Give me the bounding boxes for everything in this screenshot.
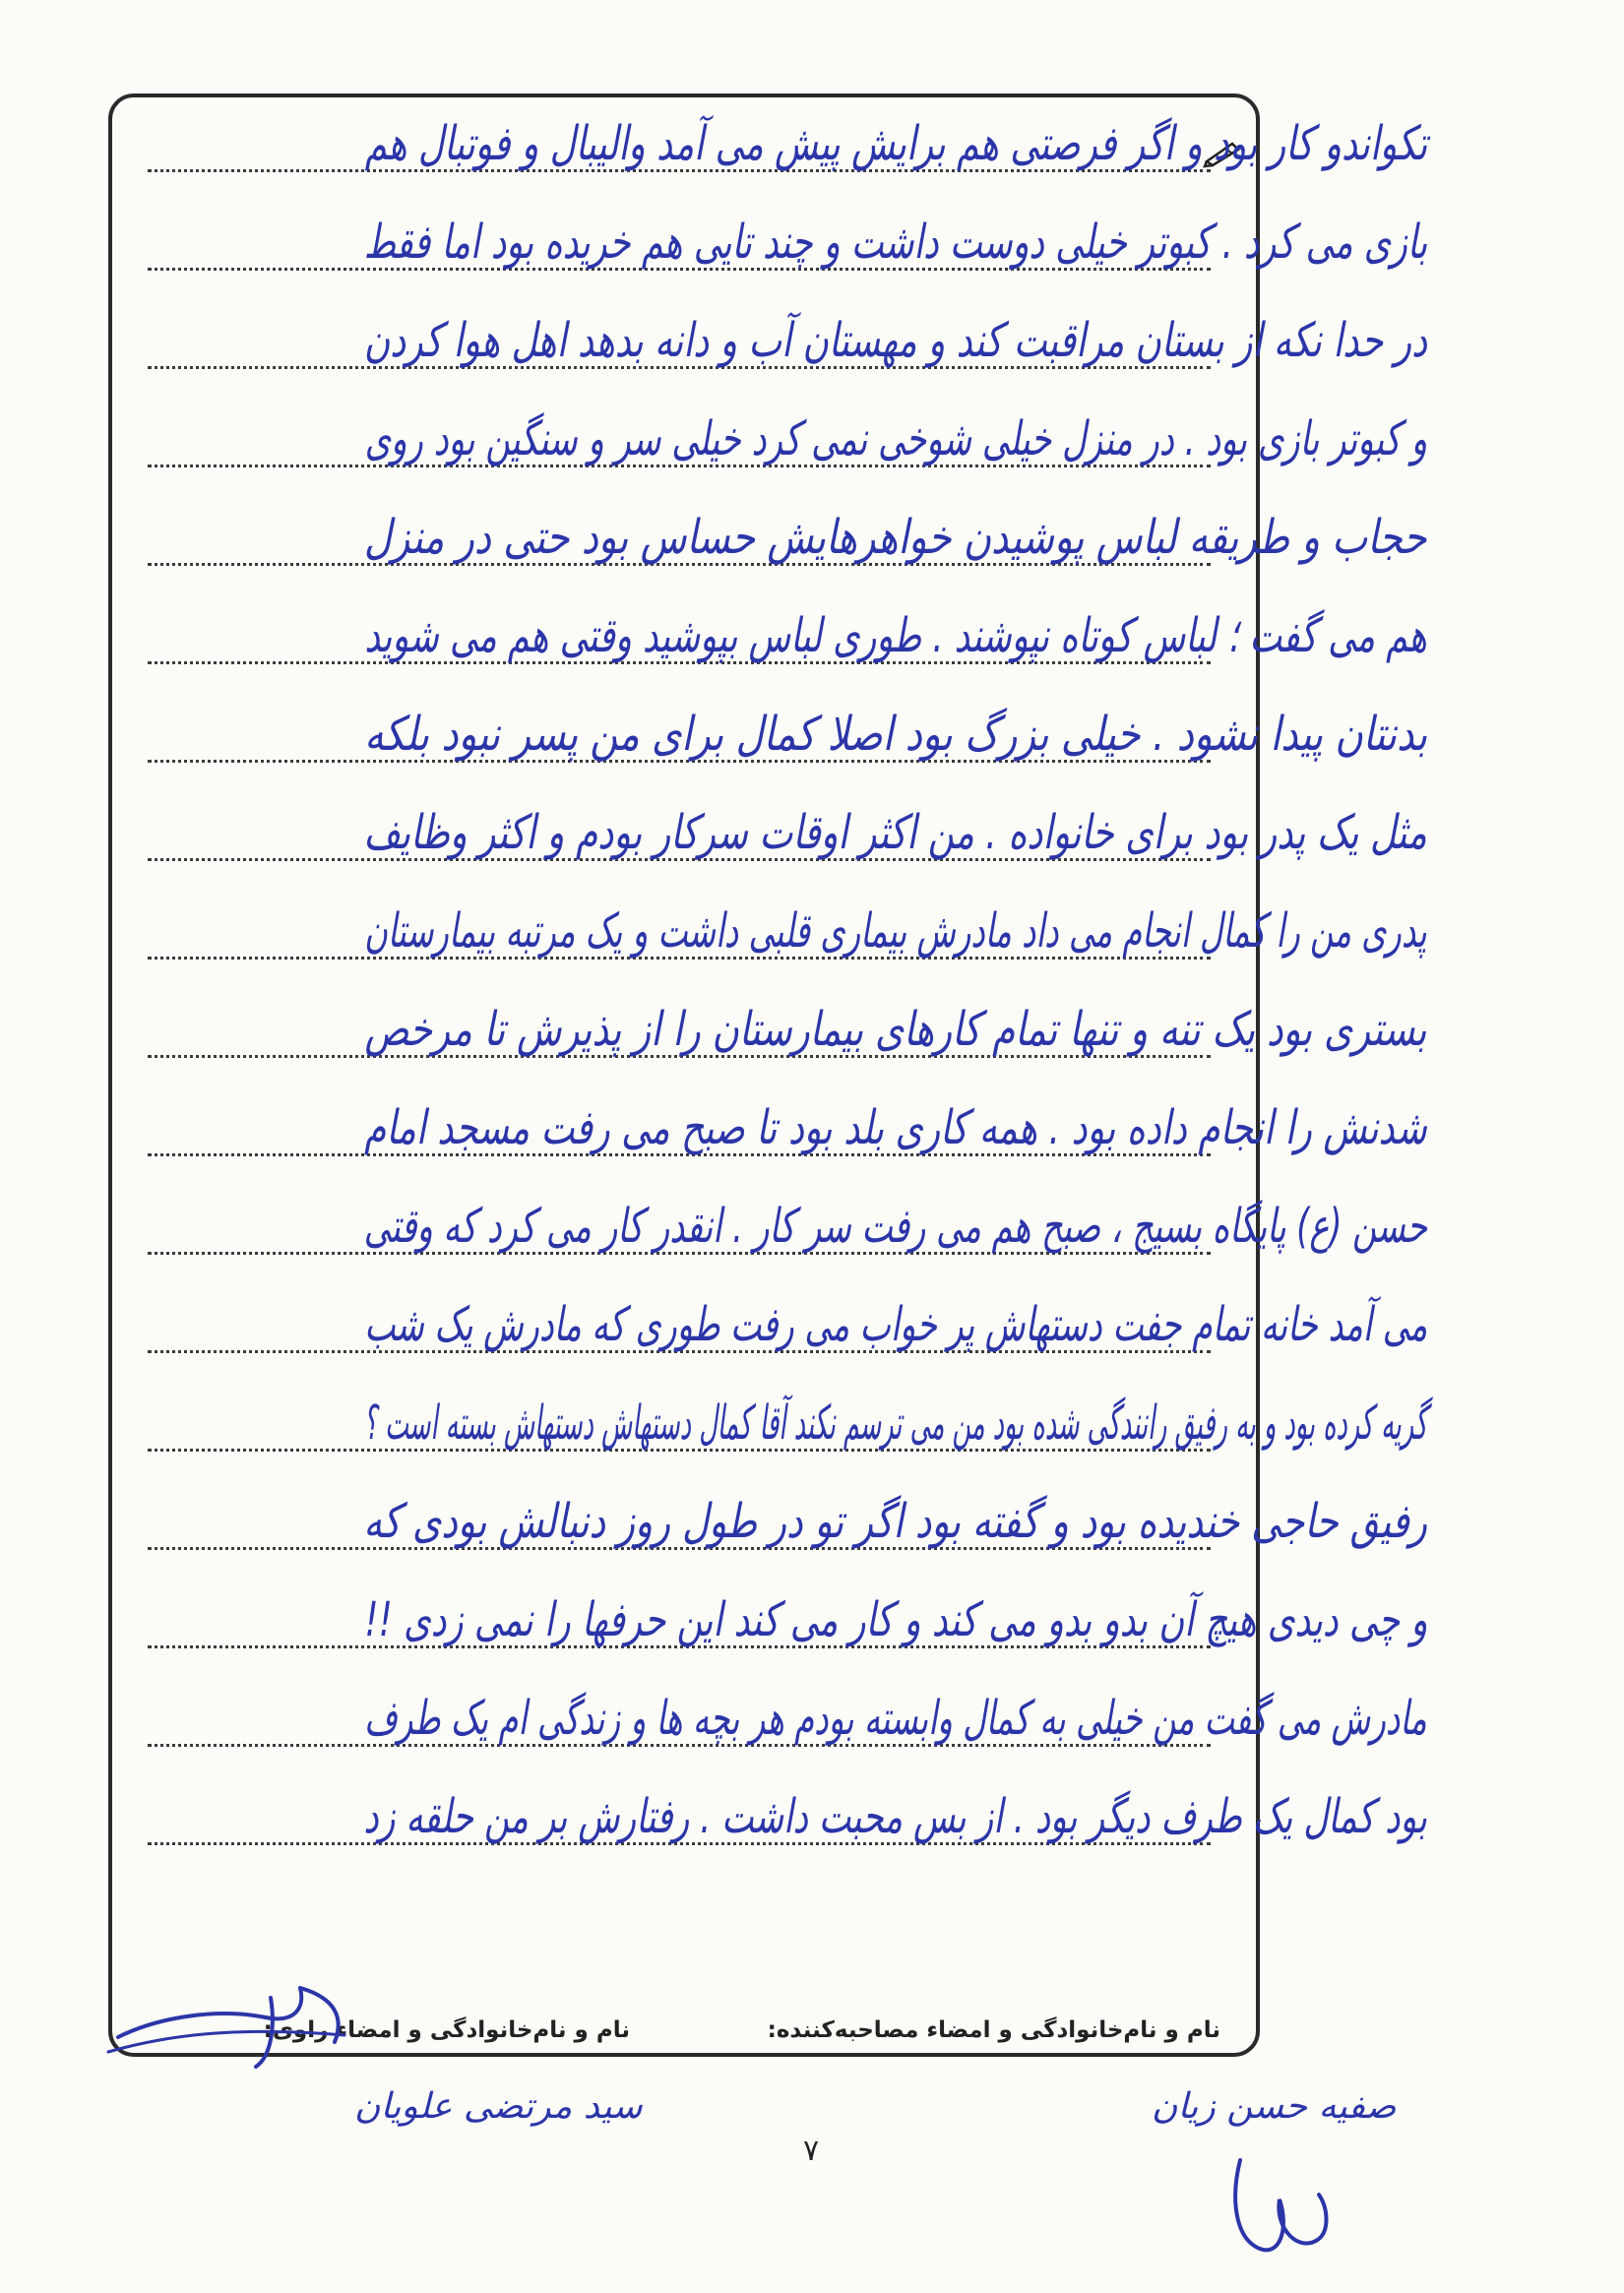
text-line: بازی می کرد . کبوتر خیلی دوست داشت و چند تایی هم خریده بود اما فقط [363,215,1427,270]
text-line: بستری بود یک تنه و تنها تمام کارهای بیمارستان را از پذیرش تا مرخص [364,1002,1427,1057]
text-line: گریه کرده بود و به رفیق رانندگی شده بود من می ترسم نکند آقا کمال دستهاش دستهاش بسته است ؟ [363,1395,1427,1451]
text-line: می آمد خانه تمام جفت دستهاش پر خواب می رفت طوری که مادرش یک شب [363,1297,1427,1352]
text-line: پدری من را کمال انجام می داد مادرش بیماری قلبی داشت و یک مرتبه بیمارستان [364,903,1427,959]
text-line: حجاب و طریقه لباس پوشیدن خواهرهایش حساس بود حتی در منزل [364,510,1427,565]
interviewer-signature-label: نام و نام‌خانوادگی و امضاء مصاحبه‌کننده: [767,2017,1220,2043]
narrator-name-signature: سید مرتضی علویان [354,2086,643,2127]
page-number: ۷ [803,2134,820,2168]
interviewer-name-signature: صفیه حسن زیان [1152,2086,1397,2127]
text-line: و کبوتر بازی بود . در منزل خیلی شوخی نمی کرد خیلی سر و سنگین بود روی [364,411,1427,466]
text-line: حسن (ع) پایگاه بسیج ، صبح هم می رفت سر کار . انقدر کار می کرد که وقتی [363,1199,1427,1254]
text-line: رفیق حاجی خندیده بود و گفته بود اگر تو در طول روز دنبالش بودی که [363,1494,1427,1549]
text-line: تکواندو کار بود و اگر فرصتی هم برایش پیش می آمد والیبال و فوتبال هم [364,116,1427,171]
interviewer-signature-scribble [1220,2140,1339,2268]
text-line: مثل یک پدر بود برای خانواده . من اکثر اوقات سرکار بودم و اکثر وظایف [363,805,1427,860]
text-line: هم می گفت ؛ لباس کوتاه نپوشند . طوری لباس بپوشید وقتی هم می شوید [364,608,1427,663]
text-line: بود کمال یک طرف دیگر بود . از بس محبت داشت . رفتارش بر من حلقه زد [363,1789,1427,1844]
text-line: و چی دیدی هیچ آن بدو بدو می کند و کار می کند این حرفها را نمی زدی !! [363,1592,1427,1647]
narrator-signature-scribble [98,1958,364,2076]
text-line: بدنتان پیدا نشود . خیلی بزرگ بود اصلا کمال برای من پسر نبود بلکه [364,707,1427,762]
text-line: مادرش می گفت من خیلی به کمال وابسته بودم هر بچه ها و زندگی ام یک طرف [364,1691,1427,1746]
narrator-signature-label: نام و نام‌خانوادگی و امضاء راوی: [263,2017,630,2043]
text-line: شدنش را انجام داده بود . همه کاری بلد بود تا صبح می رفت مسجد امام [364,1100,1427,1155]
text-line: در حدا نکه از بستان مراقبت کند و مهستان آب و دانه بدهد اهل هوا کردن [363,313,1427,368]
page-frame [108,93,1260,2057]
